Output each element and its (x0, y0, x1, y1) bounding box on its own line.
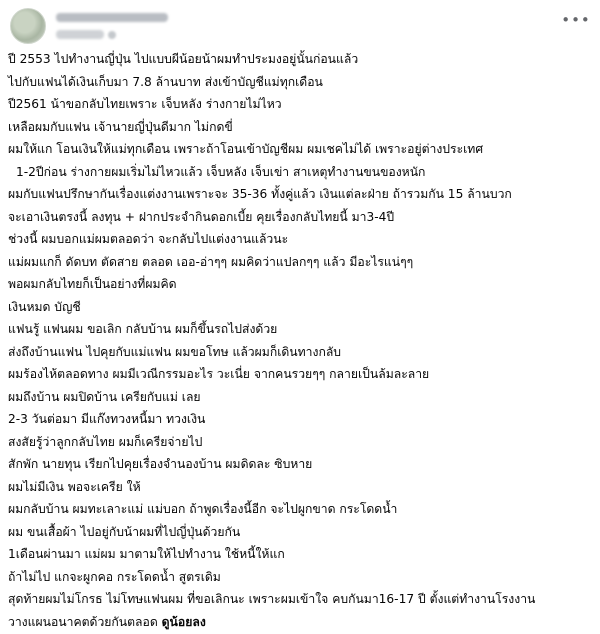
post-line: ไปกับแฟนได้เงินเก็บมา 7.8 ล้านบาท ส่งเข้าบัญชีแม่ทุกเดือน (8, 74, 323, 89)
post-line: ผมกับแฟนปรึกษากันเรื่องแต่งงานเพราะจะ 35-36 ทั้งคู่แล้ว เงินแต่ละฝ่าย ถ้ารวมกัน 15 ล้านบวก (8, 187, 512, 201)
post-line: เหลือผมกับแฟน เจ้านายญี่ปุ่นดีมาก ไม่กดขี่ (8, 119, 233, 134)
post-line: สักพัก นายทุน เรียกไปคุยเรื่องจำนองบ้าน ผมดิดละ ซิบหาย (8, 457, 313, 471)
post-line: ผมร้องไห้ตลอดทาง ผมมีเวณีกรรมอะไร วะเนี่ย จากคนรวยๆๆ กลายเป็นล้มละลาย (8, 367, 430, 381)
see-less-link[interactable]: ดูน้อยลง (161, 614, 206, 629)
post-header (8, 6, 590, 48)
post-line: พอผมกลับไทยก็เป็นอย่างที่ผมคิด (8, 277, 177, 291)
post-line: ผมกลับบ้าน ผมทะเลาะแม่ แม่บอก ถ้าพูดเรื่องนี้อีก จะไปผูกขาด กระโดดน้ำ (8, 502, 398, 516)
avatar[interactable] (10, 8, 46, 44)
post-line: 2-3 วันต่อมา มีแก๊งทวงหนี้มา ทวงเงิน (8, 412, 206, 426)
audience-icon (108, 31, 116, 39)
post-line: ผมไม่มีเงิน พอจะเครีย ให้ (8, 479, 141, 494)
post-line: 1เดือนผ่านมา แม่ผม มาตามให้ไปทำงาน ใช้หนี้ให้แก (8, 547, 285, 561)
post-line: จะเอาเงินตรงนี้ ลงทุน + ฝากประจำกินดอกเบี้ย คุยเรื่องกลับไทยนี้ มา3-4ปี (8, 209, 395, 224)
author-name-blurred[interactable] (56, 13, 168, 22)
more-options-icon[interactable]: ••• (561, 10, 591, 29)
post-line: เงินหมด บัญชี (8, 299, 81, 314)
post-line: ปี2561 น้าขอกลับไทยเพราะ เจ็บหลัง ร่างกายไม่ไหว (8, 97, 282, 111)
post-line: สงสัยรู้ว่าลูกกลับไทย ผมก็เครียจ่ายไป (8, 434, 203, 449)
post-time-blurred (56, 30, 104, 39)
post-line: ผมถึงบ้าน ผมปิดบ้าน เครียกับแม่ เลย (8, 389, 201, 404)
post-line: ช่วงนี้ ผมบอกแม่ผมตลอดว่า จะกลับไปแต่งงานแล้วนะ (8, 232, 289, 246)
post-line: ผมให้แก โอนเงินให้แม่ทุกเดือน เพราะถ้าโอนเข้าบัญชีผม ผมเชคไม่ได้ เพราะอยู่ต่างประเทศ (8, 142, 484, 156)
post-line: สุดท้ายผมไม่โกรธ ไม่โทษแฟนผม ที่ขอเลิกนะ เพราะผมเข้าใจ คบกันมา16-17 ปี ตั้งแต่ทำงานโรงงาน (8, 592, 536, 606)
post-line: แม่ผมแกก็ ดัดบท ตัดสาย ตลอด เออ-อ่าๆๆ ผมคิดว่าแปลกๆๆ แล้ว มีอะไรแน่ๆๆ (8, 254, 414, 269)
post-line: ปี 2553 ไปทำงานญี่ปุ่น ไปแบบผีน้อยน้าผมทำประมงอยู่นั้นก่อนแล้ว (8, 52, 359, 66)
post-line: ส่งถึงบ้านแฟน ไปคุยกับแม่แฟน ผมขอโทษ แล้วผมก็เดินทางกลับ (8, 344, 342, 359)
post-line: 1-2ปีก่อน ร่างกายผมเริ่มไม่ไหวแล้ว เจ็บหลัง เจ็บเข่า สาเหตุทำงานขนของหนัก (16, 164, 426, 179)
post-line-last (8, 611, 590, 634)
post-line: แฟนรู้ แฟนผม ขอเลิก กลับบ้าน ผมก็ขึ้นรถไปส่งด้วย (8, 322, 278, 336)
post-line-text: วางแผนอนาคตด้วยกันตลอด (8, 614, 158, 629)
post-body (8, 48, 590, 633)
post-line: ผม ขนเสื้อผ้า ไปอยู่กับน้าผมที่ไปญี่ปุ่นด้วยกัน (8, 524, 241, 539)
post-line: ถ้าไม่ไป แกจะผูกคอ กระโดดน้ำ สูตรเดิม (8, 569, 221, 584)
